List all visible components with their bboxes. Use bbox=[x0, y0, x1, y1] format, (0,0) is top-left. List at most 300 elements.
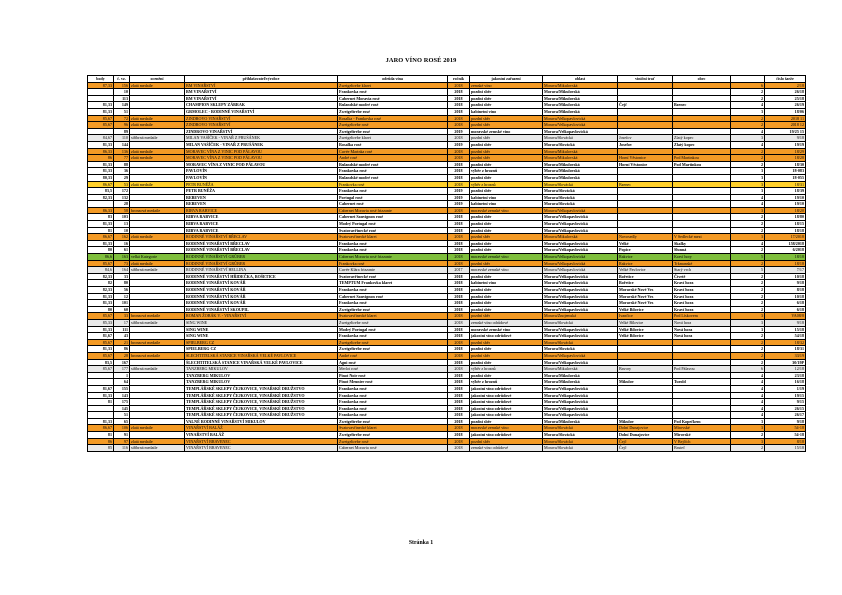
cell-sample-no: 106 bbox=[114, 425, 130, 432]
cell-score: 81,33 bbox=[88, 418, 114, 425]
cell-extra: 2 bbox=[731, 214, 765, 221]
cell-award bbox=[130, 221, 185, 228]
cell-score: 80 bbox=[88, 247, 114, 254]
cell-variety: Cabernet Moravia rosé bbox=[338, 95, 448, 102]
cell-region: Morava/Slovácká bbox=[543, 141, 618, 148]
cell-sample-no: 177 bbox=[114, 366, 130, 373]
cell-producer: ŠLECHTITELSKÁ STANICE VINAŘSKÁ VELKÉ PAVLOVICE bbox=[185, 359, 338, 366]
cell-vintage: 2018 bbox=[448, 148, 470, 155]
cell-batch: 10/18 bbox=[765, 293, 806, 300]
cell-batch: 26/19 bbox=[765, 102, 806, 109]
cell-region: Morava/Slovácká bbox=[543, 432, 618, 439]
cell-variety: Agni rosé bbox=[338, 359, 448, 366]
cell-award: zlatá medaile bbox=[130, 438, 185, 445]
cell-extra: 2 bbox=[731, 445, 765, 452]
cell-quality: kabinetní víno bbox=[470, 280, 543, 287]
cell-batch: 2/18 bbox=[765, 82, 806, 89]
cell-extra: 2 bbox=[731, 352, 765, 359]
cell-extra: 4 bbox=[731, 405, 765, 412]
table-row bbox=[88, 319, 806, 326]
cell-variety: Rosalka rosé bbox=[338, 141, 448, 148]
cell-vineyard bbox=[618, 122, 673, 129]
cell-batch: 16/18 bbox=[765, 379, 806, 386]
cell-producer: RODINNÉ VINAŘSTVÍ BŘECLAV bbox=[185, 234, 338, 241]
cell-extra: 2 bbox=[731, 89, 765, 96]
cell-sample-no: 113 bbox=[114, 95, 130, 102]
cell-producer: REBEVEN bbox=[185, 201, 338, 208]
cell-award: stříbrná medaile bbox=[130, 366, 185, 373]
cell-region: Morava/Mikulovská bbox=[543, 168, 618, 175]
cell-vineyard: Dolní Dunajovice bbox=[618, 432, 673, 439]
cell-extra: 2 bbox=[731, 300, 765, 307]
cell-score: 86 bbox=[88, 438, 114, 445]
cell-sample-no: 33 bbox=[114, 313, 130, 320]
cell-award: zlatá medaile bbox=[130, 82, 185, 89]
header-extra bbox=[731, 76, 765, 83]
cell-variety: Zweigeltrebe klaret bbox=[338, 82, 448, 89]
cell-variety: Frankovka rosé bbox=[338, 412, 448, 419]
cell-vineyard bbox=[618, 115, 673, 122]
cell-village bbox=[673, 188, 731, 195]
cell-score: 81,33 bbox=[88, 392, 114, 399]
cell-quality: pozdní sběr bbox=[470, 273, 543, 280]
cell-extra: 4 bbox=[731, 385, 765, 392]
cell-vintage: 2018 bbox=[448, 161, 470, 168]
cell-variety: Svatovavřinecké klaret bbox=[338, 313, 448, 320]
cell-producer: BM VINAŘSTVÍ bbox=[185, 89, 338, 96]
cell-score: 86 bbox=[88, 155, 114, 162]
cell-extra: 5 bbox=[731, 254, 765, 261]
cell-score: 85 bbox=[88, 445, 114, 452]
cell-vineyard bbox=[618, 339, 673, 346]
table-row bbox=[88, 326, 806, 333]
table-row bbox=[88, 207, 806, 214]
cell-quality: pozdní sběr bbox=[470, 418, 543, 425]
table-row bbox=[88, 306, 806, 313]
cell-quality: pozdní sběr bbox=[470, 148, 543, 155]
cell-sample-no: 80 bbox=[114, 280, 130, 287]
cell-quality: kabinetní víno bbox=[470, 108, 543, 115]
cell-village bbox=[673, 399, 731, 406]
cell-quality: moravské zemské víno bbox=[470, 207, 543, 214]
cell-vineyard: Velké Bílovice bbox=[618, 306, 673, 313]
cell-producer: VINAŘSTVÍ BALÁŽ bbox=[185, 432, 338, 439]
cell-quality: pozdní sběr bbox=[470, 287, 543, 294]
table-row bbox=[88, 359, 806, 366]
cell-award: zlatá medaile bbox=[130, 148, 185, 155]
cell-batch: 15/18 bbox=[765, 326, 806, 333]
table-row bbox=[88, 273, 806, 280]
table-row bbox=[88, 135, 806, 142]
table-row bbox=[88, 227, 806, 234]
cell-village bbox=[673, 122, 731, 129]
cell-award: zlatá medaile bbox=[130, 181, 185, 188]
cell-extra: 4 bbox=[731, 194, 765, 201]
cell-region: Morava/Velkopavlovická bbox=[543, 260, 618, 267]
cell-region: Morava/Velkopavlovická bbox=[543, 214, 618, 221]
cell-vineyard bbox=[618, 399, 673, 406]
table-row bbox=[88, 385, 806, 392]
cell-vintage: 2018 bbox=[448, 240, 470, 247]
cell-sample-no: 103 bbox=[114, 214, 130, 221]
cell-vineyard bbox=[618, 128, 673, 135]
cell-award bbox=[130, 359, 185, 366]
table-row bbox=[88, 174, 806, 181]
cell-village bbox=[673, 181, 731, 188]
cell-vintage: 2018 bbox=[448, 326, 470, 333]
cell-score: 85,67 bbox=[88, 313, 114, 320]
cell-score: 81,67 bbox=[88, 385, 114, 392]
cell-variety: Cabernet Moravia rosé frizzante bbox=[338, 207, 448, 214]
cell-batch: 18/30 bbox=[765, 161, 806, 168]
cell-producer: VINAŘSTVÍ BRAVENEC bbox=[185, 445, 338, 452]
cell-variety: Frankovka rosé bbox=[338, 333, 448, 340]
cell-extra: 2 bbox=[731, 333, 765, 340]
cell-vintage: 2018 bbox=[448, 293, 470, 300]
cell-quality: pozdní sběr bbox=[470, 300, 543, 307]
cell-quality: pozdní sběr bbox=[470, 352, 543, 359]
cell-extra: 3 bbox=[731, 313, 765, 320]
cell-vineyard: Horní Věstonice bbox=[618, 161, 673, 168]
cell-score: 81,33 bbox=[88, 102, 114, 109]
cell-village bbox=[673, 412, 731, 419]
cell-score bbox=[88, 89, 114, 96]
cell-extra: 2 bbox=[731, 273, 765, 280]
cell-region: Morava/Mikulovská bbox=[543, 102, 618, 109]
cell-award bbox=[130, 168, 185, 175]
cell-score: 87,33 bbox=[88, 82, 114, 89]
cell-vintage: 2018 bbox=[448, 432, 470, 439]
cell-producer: RODINNÉ VINAŘSTVÍ GRŮBER bbox=[185, 260, 338, 267]
cell-extra: 3 bbox=[731, 234, 765, 241]
cell-vintage: 2018 bbox=[448, 168, 470, 175]
cell-vintage: 2018 bbox=[448, 227, 470, 234]
cell-award bbox=[130, 128, 185, 135]
cell-batch: 18-055 bbox=[765, 174, 806, 181]
cell-vintage: 2018 bbox=[448, 207, 470, 214]
cell-quality: moravské zemské víno bbox=[470, 425, 543, 432]
cell-region: Morava/Velkopavlovická bbox=[543, 333, 618, 340]
cell-region: Morava/Mikulovská bbox=[543, 379, 618, 386]
cell-vineyard: Novosedly bbox=[618, 234, 673, 241]
cell-vineyard bbox=[618, 95, 673, 102]
cell-sample-no: 61 bbox=[114, 247, 130, 254]
cell-extra: 2 bbox=[731, 227, 765, 234]
table-row bbox=[88, 366, 806, 373]
cell-quality: moravské zemské víno bbox=[470, 254, 543, 261]
cell-extra: 4 bbox=[731, 392, 765, 399]
cell-region: Morava/Velkopavlovická bbox=[543, 254, 618, 261]
table-row bbox=[88, 95, 806, 102]
header-award: ocenění bbox=[130, 76, 185, 83]
cell-vintage: 2019 bbox=[448, 201, 470, 208]
cell-region: Morava/Velkopavlovická bbox=[543, 293, 618, 300]
cell-score: 85,67 bbox=[88, 339, 114, 346]
cell-sample-no: 164 bbox=[114, 267, 130, 274]
table-row bbox=[88, 234, 806, 241]
cell-extra: 4 bbox=[731, 102, 765, 109]
cell-score: 82 bbox=[88, 280, 114, 287]
cell-extra: 4 bbox=[731, 128, 765, 135]
cell-score: 81,33 bbox=[88, 346, 114, 353]
cell-score: 81,33 bbox=[88, 221, 114, 228]
cell-region: Morava/Velkopavlovická bbox=[543, 247, 618, 254]
cell-quality: moravské zemské víno bbox=[470, 267, 543, 274]
cell-village: Nová hora bbox=[673, 326, 731, 333]
cell-sample-no: 58 bbox=[114, 207, 130, 214]
cell-vintage: 2018 bbox=[448, 372, 470, 379]
cell-region: Morava/Mikulovská bbox=[543, 148, 618, 155]
cell-village: Zlatý kopec bbox=[673, 141, 731, 148]
cell-vineyard: Mikulov bbox=[618, 379, 673, 386]
cell-quality: pozdní sběr bbox=[470, 95, 543, 102]
cell-batch: 18-083 bbox=[765, 168, 806, 175]
cell-quality: pozdní sběr bbox=[470, 346, 543, 353]
cell-sample-no: 28 bbox=[114, 201, 130, 208]
cell-producer: TEMPLÁŘSKÉ SKLEPY ČEJKOVICE, VINAŘSKÉ DRUŽSTVO bbox=[185, 405, 338, 412]
cell-variety: Rosalka - Frankovka rosé bbox=[338, 115, 448, 122]
cell-variety: Rulandské modré rosé bbox=[338, 161, 448, 168]
cell-village: Mírovské bbox=[673, 425, 731, 432]
cell-variety: Frankovka rosé bbox=[338, 392, 448, 399]
cell-region: Morava/Slovácká bbox=[543, 425, 618, 432]
cell-award bbox=[130, 95, 185, 102]
cell-score: 81,67 bbox=[88, 333, 114, 340]
cell-vintage: 2018 bbox=[448, 438, 470, 445]
cell-score: 81 bbox=[88, 227, 114, 234]
table-row bbox=[88, 438, 806, 445]
cell-village bbox=[673, 82, 731, 89]
cell-vintage: 2018 bbox=[448, 352, 470, 359]
cell-village: Nová hora bbox=[673, 319, 731, 326]
cell-vintage: 2018 bbox=[448, 379, 470, 386]
cell-vineyard: Moravské Nové Ves bbox=[618, 293, 673, 300]
cell-vineyard bbox=[618, 392, 673, 399]
cell-award bbox=[130, 214, 185, 221]
cell-producer: MILAN VAŠÍČEK - VINAŘ Z PRUŠÁNEK bbox=[185, 141, 338, 148]
cell-vineyard: Velké Pavlovice bbox=[618, 267, 673, 274]
cell-village bbox=[673, 221, 731, 228]
cell-award: bronzová medaile bbox=[130, 339, 185, 346]
cell-score: 81,33 bbox=[88, 168, 114, 175]
cell-producer: VINAŘSTVÍ BALÁŽ bbox=[185, 425, 338, 432]
cell-batch: 18/29 bbox=[765, 148, 806, 155]
cell-vineyard bbox=[618, 352, 673, 359]
cell-vintage: 2018 bbox=[448, 385, 470, 392]
cell-vintage: 2018 bbox=[448, 300, 470, 307]
cell-score: 81,33 bbox=[88, 326, 114, 333]
cell-quality: pozdní sběr bbox=[470, 155, 543, 162]
cell-variety: Zweigeltrebe rosé bbox=[338, 319, 448, 326]
cell-region: Morava/Velkopavlovická bbox=[543, 267, 618, 274]
cell-vintage: 2018 bbox=[448, 260, 470, 267]
cell-quality: pozdní sběr bbox=[470, 372, 543, 379]
cell-vintage: 2018 bbox=[448, 234, 470, 241]
cell-variety: Frankovka rosé bbox=[338, 399, 448, 406]
cell-region: Morava/Slovácká bbox=[543, 438, 618, 445]
cell-variety: Rulandské modré rosé bbox=[338, 174, 448, 181]
cell-region: Morava/Mikulovská bbox=[543, 82, 618, 89]
cell-variety: Zweigeltrebe rosé bbox=[338, 339, 448, 346]
table-row bbox=[88, 188, 806, 195]
cell-extra: 3 bbox=[731, 425, 765, 432]
cell-village: Turold bbox=[673, 379, 731, 386]
cell-variety: Frankovka rosé bbox=[338, 247, 448, 254]
cell-vineyard: Bořetice bbox=[618, 273, 673, 280]
cell-variety: Modrý Portugal rosé bbox=[338, 221, 448, 228]
cell-batch: 19/10 bbox=[765, 201, 806, 208]
cell-vintage: 2018 bbox=[448, 247, 470, 254]
cell-score bbox=[88, 372, 114, 379]
cell-score bbox=[88, 128, 114, 135]
cell-village bbox=[673, 346, 731, 353]
cell-batch: 23/18 bbox=[765, 372, 806, 379]
cell-quality: pozdní sběr bbox=[470, 313, 543, 320]
cell-village: Pod Pálavou bbox=[673, 366, 731, 373]
cell-vintage: 2019 bbox=[448, 188, 470, 195]
cell-sample-no: 110 bbox=[114, 135, 130, 142]
cell-region: Morava/Slovácká bbox=[543, 346, 618, 353]
cell-vintage: 2019 bbox=[448, 128, 470, 135]
cell-village: Skalky bbox=[673, 240, 731, 247]
cell-region: Morava/Velkopavlovická bbox=[543, 392, 618, 399]
cell-producer: TEMPLÁŘSKÉ SKLEPY ČEJKOVICE, VINAŘSKÉ DRUŽSTVO bbox=[185, 392, 338, 399]
table-row bbox=[88, 89, 806, 96]
table-row bbox=[88, 221, 806, 228]
table-row bbox=[88, 141, 806, 148]
cell-variety: André rosé bbox=[338, 352, 448, 359]
cell-batch: 18/31 bbox=[765, 181, 806, 188]
cell-sample-no: 33 bbox=[114, 273, 130, 280]
cell-village bbox=[673, 392, 731, 399]
cell-vineyard bbox=[618, 214, 673, 221]
cell-sample-no: 97 bbox=[114, 438, 130, 445]
cell-vineyard: Popice bbox=[618, 247, 673, 254]
cell-sample-no: 77 bbox=[114, 155, 130, 162]
cell-village bbox=[673, 174, 731, 181]
cell-award bbox=[130, 412, 185, 419]
cell-award bbox=[130, 293, 185, 300]
cell-village: Trkmanské bbox=[673, 260, 731, 267]
cell-award: zlatá medaile bbox=[130, 234, 185, 241]
cell-village bbox=[673, 214, 731, 221]
cell-sample-no: 116 bbox=[114, 445, 130, 452]
cell-variety: Svatovavřinecké klaret bbox=[338, 425, 448, 432]
cell-region: Morava/Velkopavlovická bbox=[543, 385, 618, 392]
cell-variety: Zweigeltrebe rosé bbox=[338, 128, 448, 135]
cell-producer: RODINNÉ VINAŘSTVÍ HŘIDEČKA, BOŠETICE bbox=[185, 273, 338, 280]
cell-sample-no: 88 bbox=[114, 161, 130, 168]
cell-batch: 9/18 bbox=[765, 135, 806, 142]
cell-batch: 18/31 bbox=[765, 346, 806, 353]
cell-batch: 9/18 bbox=[765, 280, 806, 287]
cell-village bbox=[673, 372, 731, 379]
cell-variety: Zweigeltrebe rosé bbox=[338, 432, 448, 439]
cell-quality: jakostní víno odrůdové bbox=[470, 405, 543, 412]
cell-quality: pozdní sběr bbox=[470, 115, 543, 122]
cell-score: 81,33 bbox=[88, 108, 114, 115]
cell-batch: 8/18 bbox=[765, 287, 806, 294]
table-row bbox=[88, 372, 806, 379]
cell-quality: zemské víno odrůdové bbox=[470, 319, 543, 326]
cell-vintage: 2018 bbox=[448, 333, 470, 340]
cell-score: 83,5 bbox=[88, 359, 114, 366]
cell-score: 81,33 bbox=[88, 293, 114, 300]
cell-sample-no: 86 bbox=[114, 346, 130, 353]
cell-award: zlatá medaile bbox=[130, 260, 185, 267]
cell-score: 85,67 bbox=[88, 366, 114, 373]
cell-extra: 4 bbox=[731, 372, 765, 379]
cell-batch: 2018 11 bbox=[765, 115, 806, 122]
cell-extra: 2 bbox=[731, 155, 765, 162]
cell-sample-no: 156 bbox=[114, 82, 130, 89]
cell-village: Kraví hora bbox=[673, 300, 731, 307]
cell-sample-no: 51 bbox=[114, 412, 130, 419]
cell-region: Morava/Velkopavlovická bbox=[543, 306, 618, 313]
table-row bbox=[88, 102, 806, 109]
cell-sample-no: 29 bbox=[114, 174, 130, 181]
cell-vineyard bbox=[618, 201, 673, 208]
cell-variety: Modrý Portugal rosé bbox=[338, 326, 448, 333]
cell-vineyard: Josefov bbox=[618, 135, 673, 142]
cell-quality: pozdní sběr bbox=[470, 438, 543, 445]
cell-quality: pozdní sběr bbox=[470, 247, 543, 254]
table-row bbox=[88, 161, 806, 168]
cell-sample-no: 111 bbox=[114, 326, 130, 333]
cell-quality: pozdní sběr bbox=[470, 221, 543, 228]
cell-vintage: 2017 bbox=[448, 267, 470, 274]
cell-region: Morava/Velkopavlovická bbox=[543, 280, 618, 287]
cell-quality: výběr z hroznů bbox=[470, 168, 543, 175]
cell-sample-no: 10 bbox=[114, 89, 130, 96]
cell-village: Pod Kopečkem bbox=[673, 418, 731, 425]
cell-vintage: 2018 bbox=[448, 89, 470, 96]
cell-village: Bzenec bbox=[673, 102, 731, 109]
cell-batch: 9/18 bbox=[765, 319, 806, 326]
cell-vineyard bbox=[618, 82, 673, 89]
cell-variety: Frankovka rosé bbox=[338, 405, 448, 412]
cell-extra: 2 bbox=[731, 346, 765, 353]
table-row bbox=[88, 412, 806, 419]
cell-award: zlatá medaile bbox=[130, 122, 185, 129]
cell-vineyard: Bavory bbox=[618, 366, 673, 373]
cell-quality: pozdní sběr bbox=[470, 89, 543, 96]
cell-vintage: 2018 bbox=[448, 273, 470, 280]
cell-variety: TEMPTUM Frankovka klaret bbox=[338, 280, 448, 287]
cell-region: Morava/Velkopavlovická bbox=[543, 287, 618, 294]
cell-variety: Merlot rosé bbox=[338, 366, 448, 373]
cell-award bbox=[130, 300, 185, 307]
cell-extra: 2 bbox=[731, 247, 765, 254]
cell-award bbox=[130, 399, 185, 406]
cell-extra: 5 bbox=[731, 267, 765, 274]
cell-sample-no: 17 bbox=[114, 319, 130, 326]
table-row bbox=[88, 108, 806, 115]
cell-variety: Zweigeltrebe rosé bbox=[338, 346, 448, 353]
cell-village bbox=[673, 194, 731, 201]
cell-extra: 2 bbox=[731, 306, 765, 313]
cell-vintage: 2018 bbox=[448, 392, 470, 399]
cell-quality: kabinetní víno bbox=[470, 201, 543, 208]
cell-sample-no: 149 bbox=[114, 102, 130, 109]
cell-village: Kraví hora bbox=[673, 306, 731, 313]
header-sample-no: č. vz. bbox=[114, 76, 130, 83]
cell-score: 86,6 bbox=[88, 254, 114, 261]
cell-variety: Zweigeltrebe klaret bbox=[338, 135, 448, 142]
cell-producer: CHAMPION SKLEPY ZÁBRAK bbox=[185, 102, 338, 109]
header-region: oblast bbox=[543, 76, 618, 83]
cell-sample-no: 53 bbox=[114, 181, 130, 188]
